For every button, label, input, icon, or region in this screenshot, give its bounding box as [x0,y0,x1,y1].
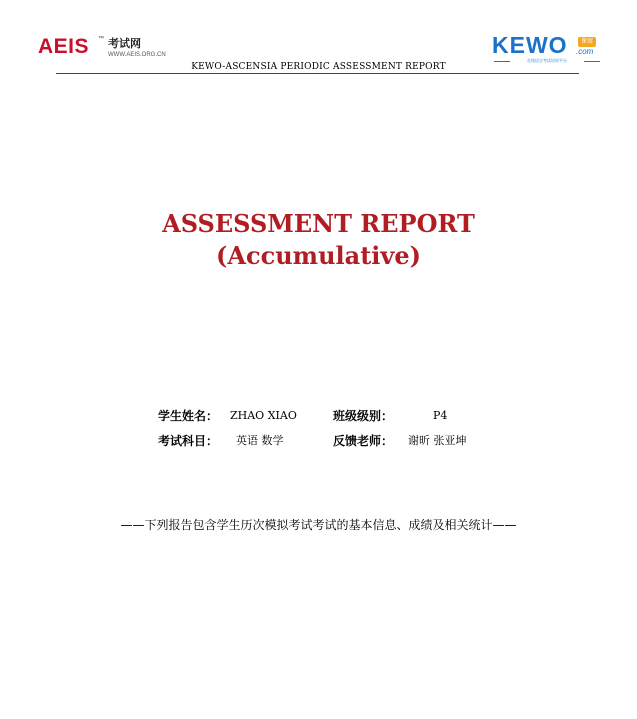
student-name-label: 学生姓名： [158,409,219,423]
report-header-title: KEWO-ASCENSIA PERIODIC ASSESSMENT REPORT [191,62,446,72]
report-title: ASSESSMENT REPORT [162,209,475,238]
kewo-logo-domain: .com [576,47,594,56]
kewo-logo-badge: 课窝 [578,37,596,47]
aeis-logo-url: WWW.AEIS.ORG.CN [108,52,166,58]
exam-subject-value: 英语 数学 [236,434,284,447]
aeis-trademark: ™ [98,36,104,42]
aeis-logo-cn: 考试网 [108,37,141,50]
class-level-label: 班级级别： [333,409,394,423]
feedback-teacher-label: 反馈老师： [333,434,394,448]
exam-subject-label: 考试科目： [158,434,219,448]
kewo-logo-tagline: 在线语言考试培训平台 [527,58,567,63]
aeis-logo [38,36,168,62]
class-level-value: P4 [433,409,448,422]
report-subtitle: (Accumulative) [216,241,421,270]
report-description: ——下列报告包含学生历次模拟考试考试的基本信息、成绩及相关统计—— [120,518,517,532]
kewo-logo-wordmark: KEWO [492,32,568,58]
feedback-teacher-value: 谢昕 张亚坤 [408,434,467,447]
header-divider [56,73,579,74]
aeis-logo-wordmark: AEIS [38,35,90,58]
student-name-value: ZHAO XIAO [230,409,297,422]
